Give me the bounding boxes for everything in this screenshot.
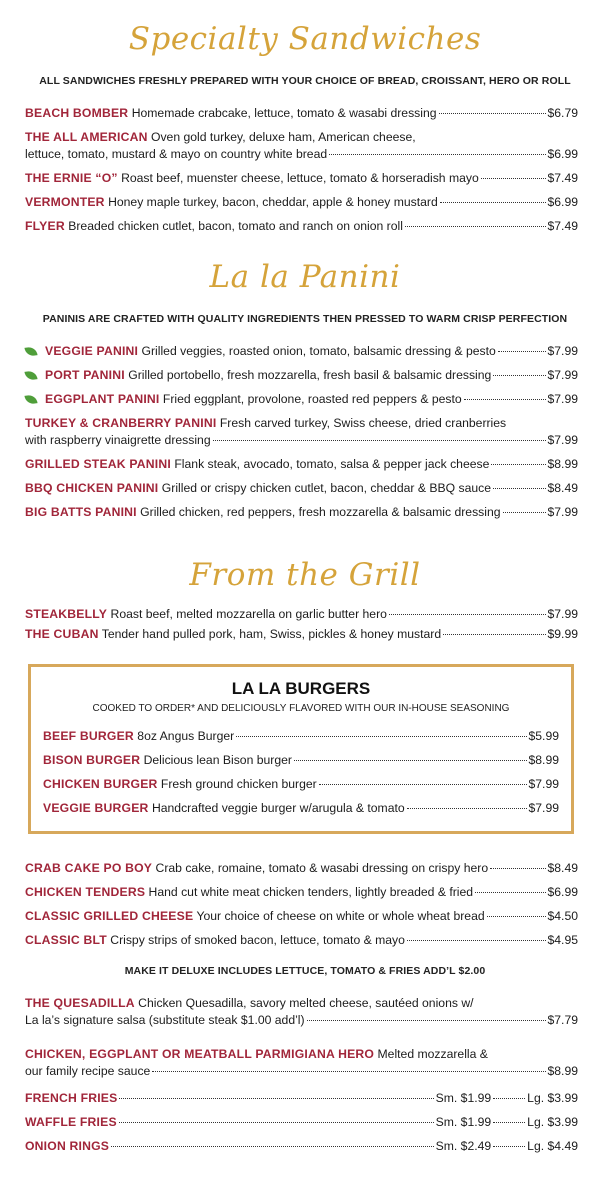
menu-item: GRILLED STEAK PANINI Flank steak, avocado, tomato, salsa & pepper jack cheese $8.99 <box>25 457 578 471</box>
menu-item: BIG BATTS PANINI Grilled chicken, red peppers, fresh mozzarella & balsamic dressing $7.99 <box>25 505 578 519</box>
deluxe-note: MAKE IT DELUXE INCLUDES LETTUCE, TOMATO & FRIES ADD’L $2.00 <box>124 965 486 977</box>
specialty-title: Specialty Sandwiches <box>128 21 482 57</box>
menu-item: ONION RINGS Sm. $2.49 Lg. $4.49 <box>25 1139 578 1153</box>
menu-item: EGGPLANT PANINI Fried eggplant, provolone, roasted red peppers & pesto $7.99 <box>0 391 610 408</box>
menu-item: THE ALL AMERICAN Oven gold turkey, deluxe ham, American cheese, lettuce, tomato, mustard & mayo on country white bread $6.99 <box>25 130 578 161</box>
menu-item: CHICKEN TENDERS Hand cut white meat chicken tenders, lightly breaded & fried $6.99 <box>25 885 578 899</box>
sides-list <box>0 1090 610 1155</box>
specialty-subtitle: ALL SANDWICHES FRESHLY PREPARED WITH YOUR CHOICE OF BREAD, CROISSANT, HERO OR ROLL <box>39 75 571 87</box>
panini-list <box>0 343 610 521</box>
menu-item: BEEF BURGER 8oz Angus Burger $5.99 <box>43 729 559 743</box>
leaf-icon <box>24 394 37 405</box>
specialty-list <box>0 105 610 235</box>
leaf-icon <box>24 346 37 357</box>
menu-item: CLASSIC BLT Crispy strips of smoked bacon, lettuce, tomato & mayo $4.95 <box>25 933 578 947</box>
menu-item: CHICKEN BURGER Fresh ground chicken burger $7.99 <box>43 777 559 791</box>
menu-item: TURKEY & CRANBERRY PANINI Fresh carved turkey, Swiss cheese, dried cranberries with raspberry vinaigrette dressing $7.99 <box>25 416 578 447</box>
burgers-box <box>28 664 574 834</box>
panini-subtitle: PANINIS ARE CRAFTED WITH QUALITY INGREDIENTS THEN PRESSED TO WARM CRISP PERFECTION <box>42 313 568 325</box>
menu-item: VERMONTER Honey maple turkey, bacon, cheddar, apple & honey mustard $6.99 <box>25 195 578 209</box>
menu-item: CLASSIC GRILLED CHEESE Your choice of cheese on white or whole wheat bread $4.50 <box>25 909 578 923</box>
menu-item: WAFFLE FRIES Sm. $1.99 Lg. $3.99 <box>25 1115 578 1129</box>
menu-item: PORT PANINI Grilled portobello, fresh mozzarella, fresh basil & balsamic dressing $7.99 <box>0 367 610 384</box>
menu-item: VEGGIE PANINI Grilled veggies, roasted onion, tomato, balsamic dressing & pesto $7.99 <box>0 343 610 360</box>
menu-item: CRAB CAKE PO BOY Crab cake, romaine, tomato & wasabi dressing on crispy hero $8.49 <box>25 861 578 875</box>
quesadilla-item: THE QUESADILLA Chicken Quesadilla, savory melted cheese, sautéed onions w/ La la’s signature salsa (substitute steak $1.00 add’l) $7.79 <box>25 996 578 1027</box>
grill-title: From the Grill <box>189 557 421 593</box>
menu-item: THE CUBAN Tender hand pulled pork, ham, Swiss, pickles & honey mustard $9.99 <box>25 627 578 641</box>
panini-title: La la Panini <box>209 259 401 295</box>
menu-item: FLYER Breaded chicken cutlet, bacon, tomato and ranch on onion roll $7.49 <box>25 219 578 233</box>
parm-item: CHICKEN, EGGPLANT OR MEATBALL PARMIGIANA HERO Melted mozzarella & our family recipe sauce $8.99 <box>25 1047 578 1078</box>
grill-list <box>0 606 610 643</box>
menu-item: BISON BURGER Delicious lean Bison burger $8.99 <box>43 753 559 767</box>
menu-item: THE ERNIE “O” Roast beef, muenster cheese, lettuce, tomato & horseradish mayo $7.49 <box>25 171 578 185</box>
burgers-title: LA LA BURGERS <box>231 679 371 698</box>
menu-item: BBQ CHICKEN PANINI Grilled or crispy chicken cutlet, bacon, cheddar & BBQ sauce $8.49 <box>25 481 578 495</box>
menu-item: VEGGIE BURGER Handcrafted veggie burger w/arugula & tomato $7.99 <box>43 801 559 815</box>
leaf-icon <box>24 370 37 381</box>
menu-item: FRENCH FRIES Sm. $1.99 Lg. $3.99 <box>25 1091 578 1105</box>
burgers-list <box>31 728 571 817</box>
burgers-subtitle: COOKED TO ORDER* AND DELICIOUSLY FLAVORED WITH OUR IN-HOUSE SEASONING <box>92 703 510 714</box>
menu-item: STEAKBELLY Roast beef, melted mozzarella on garlic butter hero $7.99 <box>25 607 578 621</box>
more-list <box>0 860 610 949</box>
menu-item: BEACH BOMBER Homemade crabcake, lettuce, tomato & wasabi dressing $6.79 <box>25 106 578 120</box>
